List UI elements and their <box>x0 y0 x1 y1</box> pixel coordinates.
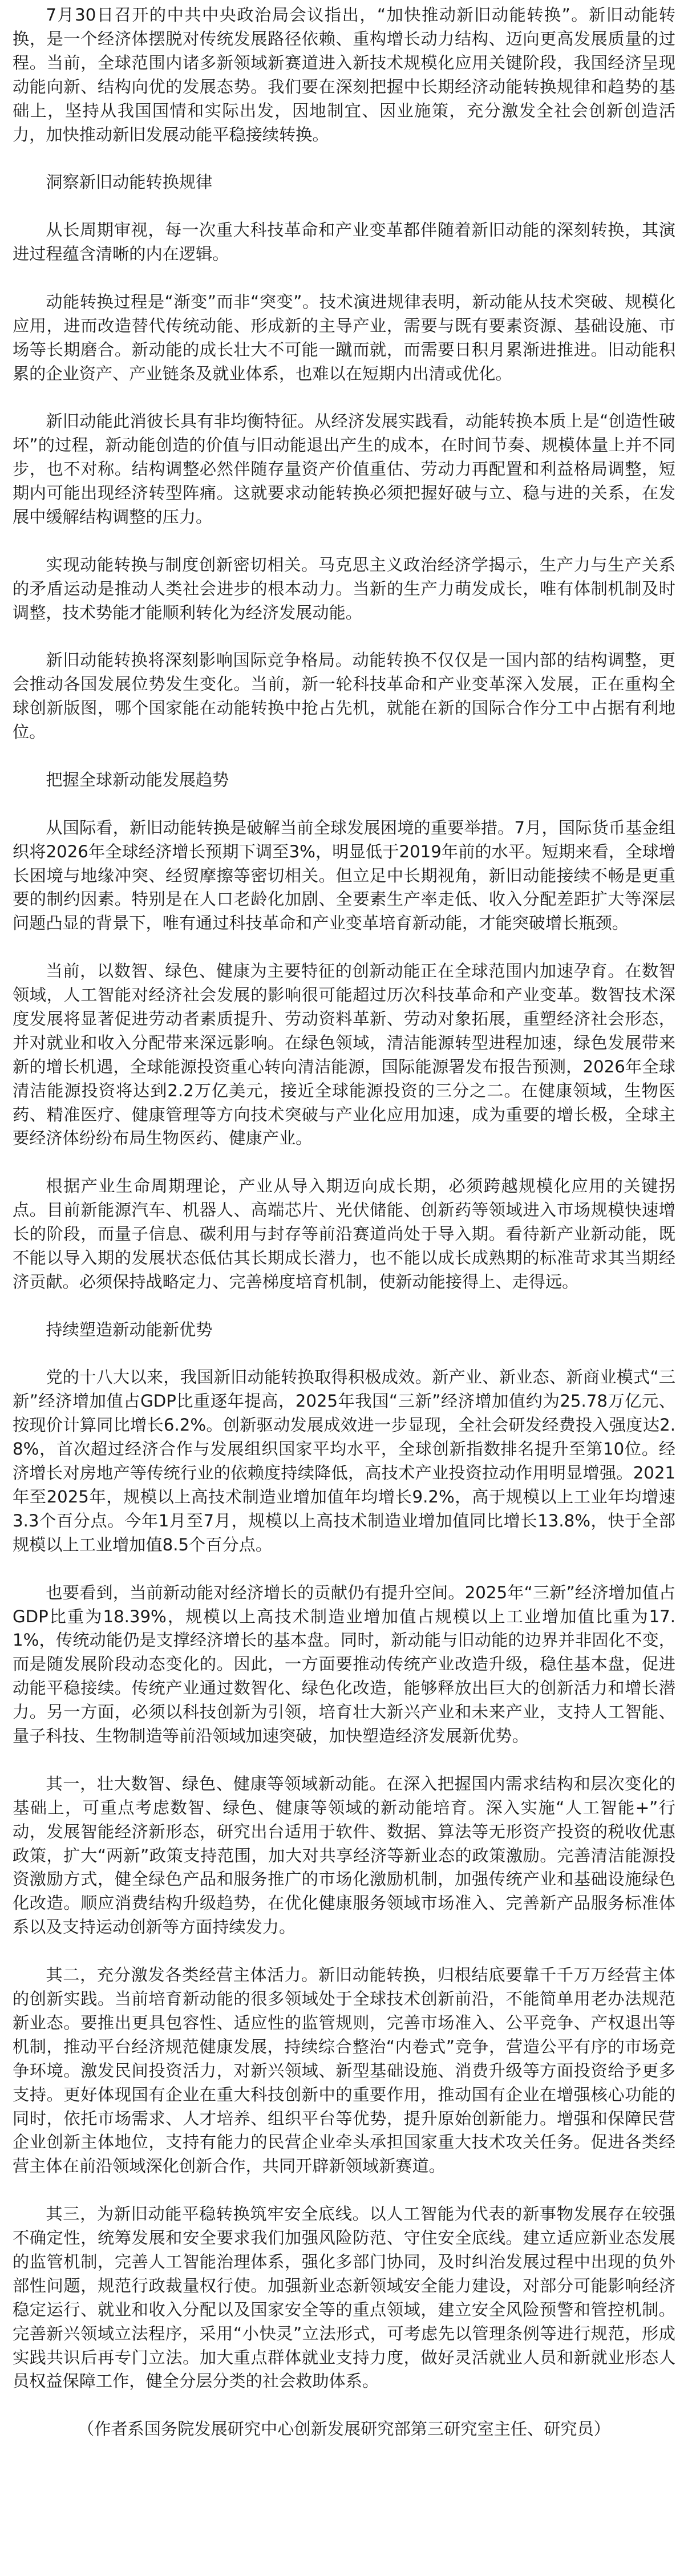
paragraph-gap <box>13 266 675 290</box>
paragraph-gap <box>13 2393 675 2417</box>
author-byline: （作者系国务院发展研究中心创新发展研究部第三研究室主任、研究员） <box>78 2419 610 2439</box>
paragraph: 新旧动能转换将深刻影响国际竞争格局。动能转换不仅仅是一国内部的结构调整，更会推动各国发展位势发生变化。当前，新一轮科技革命和产业变革深入发展，正在重构全球创新版图，哪个国家能在动能转换中抢占先机，就能在新的国际合作分工中占据有利地位。 <box>13 650 675 742</box>
paragraph-gap <box>13 147 675 171</box>
section-heading-2: 把握全球新动能发展趋势 <box>46 769 229 789</box>
paragraph-gap <box>13 2178 675 2202</box>
paragraph-gap <box>13 1342 675 1366</box>
paragraph-gap <box>13 1939 675 1963</box>
paragraph-gap <box>13 386 675 410</box>
paragraph: 其二，充分激发各类经营主体活力。新旧动能转换，归根结底要靠千千万万经营主体的创新实践。当前培育新动能的很多领域处于全球技术创新前沿，不能简单用老办法规范新业态。要推出更具包容性、适应性的监管规则，完善市场准入、公平竞争、产权退出等机制，推动平台经济规范健康发展，持续综合整治“内卷式”竞争，营造公平有序的市场竞争环境。激发民间投资活力，对新兴领域、新型基础设施、消费升级等方面投资给予更多支持。更好体现国有企业在重大科技创新中的重要作用，推动国有企业在增强核心功能的同时，依托市场需求、人才培养、组织平台等优势，提升原始创新能力。增强和保障民营企业创新主体地位，支持有能力的民营企业牵头承担国家重大技术攻关任务。促进各类经营主体在前沿领域深化创新合作，共同开辟新领域新赛道。 <box>13 1965 675 2176</box>
paragraph: 也要看到，当前新动能对经济增长的贡献仍有提升空间。2025年“三新”经济增加值占GDP比重为18.39%，规模以上高技术制造业增加值占规模以上工业增加值比重为17.1%，传统动能仍是支撑经济增长的基本盘。同时，新动能与旧动能的边界并非固化不变，而是随发展阶段动态变化的。因此，一方面要推动传统产业改造升级，稳住基本盘，促进动能平稳接续。传统产业通过数智化、绿色化改造，能够释放出巨大的创新活力和增长潜力。另一方面，必须以科技创新为引领，培育壮大新兴产业和未来产业，支持人工智能、量子科技、生物制造等前沿领域加速突破，加快塑造经济发展新优势。 <box>13 1582 675 1746</box>
paragraph: 其一，壮大数智、绿色、健康等领域新动能。在深入把握国内需求结构和层次变化的基础上，可重点考虑数智、绿色、健康等领域的新动能培育。深入实施“人工智能+”行动，发展智能经济新形态，研究出台适用于软件、数据、算法等无形资产投资的税收优惠政策，扩大“两新”政策支持范围，加大对共享经济等新业态的政策激励。完善清洁能源投资激励方式，健全绿色产品和服务推广的市场化激励机制，加强传统产业和基础设施绿色化改造。顺应消费结构升级趋势，在优化健康服务领域市场准入、完善新产品服务标准体系以及支持运动创新等方面持续发力。 <box>13 1773 675 1937</box>
section-heading-1: 洞察新旧动能转换规律 <box>46 172 213 192</box>
paragraph-intro: 7月30日召开的中共中央政治局会议指出，“加快推动新旧动能转换”。新旧动能转换，是一个经济体摆脱对传统发展路径依赖、重构增长动力结构、迈向更高发展质量的过程。当前，全球范围内诸多新领域新赛道进入新技术规模化应用关键阶段，我国经济呈现动能向新、结构向优的发展态势。我们要在深刻把握中长期经济动能转换规律和趋势的基础上，坚持从我国国情和实际出发，因地制宜、因业施策，充分激发全社会创新创造活力，加快推动新旧发展动能平稳接续转换。 <box>13 5 675 144</box>
paragraph-gap <box>13 792 675 816</box>
article-body <box>13 3 675 2441</box>
paragraph-gap <box>13 744 675 768</box>
paragraph-gap <box>13 1748 675 1772</box>
paragraph-gap <box>13 529 675 553</box>
paragraph-gap <box>13 1151 675 1174</box>
paragraph-gap <box>13 195 675 218</box>
paragraph-gap <box>13 625 675 649</box>
paragraph: 当前，以数智、绿色、健康为主要特征的创新动能正在全球范围内加速孕育。在数智领域，人工智能对经济社会发展的影响很可能超过历次科技革命和产业变革。数智技术深度发展将显著促进劳动者素质提升、劳动资料革新、劳动对象拓展，重塑经济社会形态，并对就业和收入分配带来深远影响。在绿色领域，清洁能源转型进程加速，绿色发展带来新的增长机遇，全球能源投资重心转向清洁能源，国际能源署发布报告预测，2026年全球清洁能源投资将达到2.2万亿美元，接近全球能源投资的三分之二。在健康领域，生物医药、精准医疗、健康管理等方向技术突破与产业化应用加速，成为重要的增长极，全球主要经济体纷纷布局生物医药、健康产业。 <box>13 961 675 1148</box>
paragraph: 实现动能转换与制度创新密切相关。马克思主义政治经济学揭示，生产力与生产关系的矛盾运动是推动人类社会进步的根本动力。当新的生产力萌发成长，唯有体制机制及时调整，技术势能才能顺利转化为经济发展动能。 <box>13 554 675 622</box>
paragraph-gap <box>13 935 675 959</box>
paragraph: 根据产业生命周期理论，产业从导入期迈向成长期，必须跨越规模化应用的关键拐点。目前新能源汽车、机器人、高端芯片、光伏储能、创新药等领域进入市场规模快速增长的阶段，而量子信息、碳利用与封存等前沿赛道尚处于导入期。看待新产业新动能，既不能以导入期的发展状态低估其长期成长潜力，也不能以成长成熟期的标准苛求其当期经济贡献。必须保持战略定力、完善梯度培育机制，使新动能接得上、走得远。 <box>13 1176 675 1291</box>
paragraph: 从长周期审视，每一次重大科技革命和产业变革都伴随着新旧动能的深刻转换，其演进过程蕴含清晰的内在逻辑。 <box>13 220 675 264</box>
paragraph: 新旧动能此消彼长具有非均衡特征。从经济发展实践看，动能转换本质上是“创造性破坏”的过程，新动能创造的价值与旧动能退出产生的成本，在时间节奏、规模体量上并不同步，也不对称。结构调整必然伴随存量资产价值重估、劳动力再配置和利益格局调整，短期内可能出现经济转型阵痛。这就要求动能转换必须把握好破与立、稳与进的关系，在发展中缓解结构调整的压力。 <box>13 411 675 526</box>
paragraph-gap <box>13 1557 675 1581</box>
paragraph: 党的十八大以来，我国新旧动能转换取得积极成效。新产业、新业态、新商业模式“三新”经济增加值占GDP比重逐年提高，2025年我国“三新”经济增加值约为25.78万亿元、按现价计算同比增长6.2%。创新驱动发展成效进一步显现，全社会研发经费投入强度达2.8%，首次超过经济合作与发展组织国家平均水平，全球创新指数排名提升至第10位。经济增长对房地产等传统行业的依赖度持续降低，高技术产业投资拉动作用明显增强。2021年至2025年，规模以上高技术制造业增加值年均增长9.2%，高于规模以上工业年均增速3.3个百分点。今年1月至7月，规模以上高技术制造业增加值同比增长13.8%，快于全部规模以上工业增加值8.5个百分点。 <box>13 1367 675 1554</box>
paragraph: 从国际看，新旧动能转换是破解当前全球发展困境的重要举措。7月，国际货币基金组织将2026年全球经济增长预期下调至3%，明显低于2019年前的水平。短期来看，全球增长困境与地缘冲突、经贸摩擦等密切相关。但立足中长期视角，新旧动能接续不畅是更重要的制约因素。特别是在人口老龄化加剧、全要素生产率走低、收入分配差距扩大等深层问题凸显的背景下，唯有通过科技革命和产业变革培育新动能，才能突破增长瓶颈。 <box>13 817 675 933</box>
paragraph-gap <box>13 1294 675 1318</box>
section-heading-3: 持续塑造新动能新优势 <box>46 1319 213 1339</box>
paragraph: 动能转换过程是“渐变”而非“突变”。技术演进规律表明，新动能从技术突破、规模化应用，进而改造替代传统动能、形成新的主导产业，需要与既有要素资源、基础设施、市场等长期磨合。新动能的成长壮大不可能一蹴而就，而需要日积月累渐进推进。旧动能积累的企业资产、产业链条及就业体系，也难以在短期内出清或优化。 <box>13 291 675 383</box>
paragraph: 其三，为新旧动能平稳转换筑牢安全底线。以人工智能为代表的新事物发展存在较强不确定性，统筹发展和安全要求我们加强风险防范、守住安全底线。建立适应新业态发展的监管机制，完善人工智能治理体系，强化多部门协同，及时纠治发展过程中出现的负外部性问题，规范行政裁量权行使。加强新业态新领域安全能力建设，对部分可能影响经济稳定运行、就业和收入分配以及国家安全等的重点领域，建立安全风险预警和管控机制。完善新兴领域立法程序，采用“小快灵”立法形式，可考虑先以管理条例等进行规范，形成实践共识后再专门立法。加大重点群体就业支持力度，做好灵活就业人员和新就业形态人员权益保障工作，健全分层分类的社会救助体系。 <box>13 2204 675 2391</box>
